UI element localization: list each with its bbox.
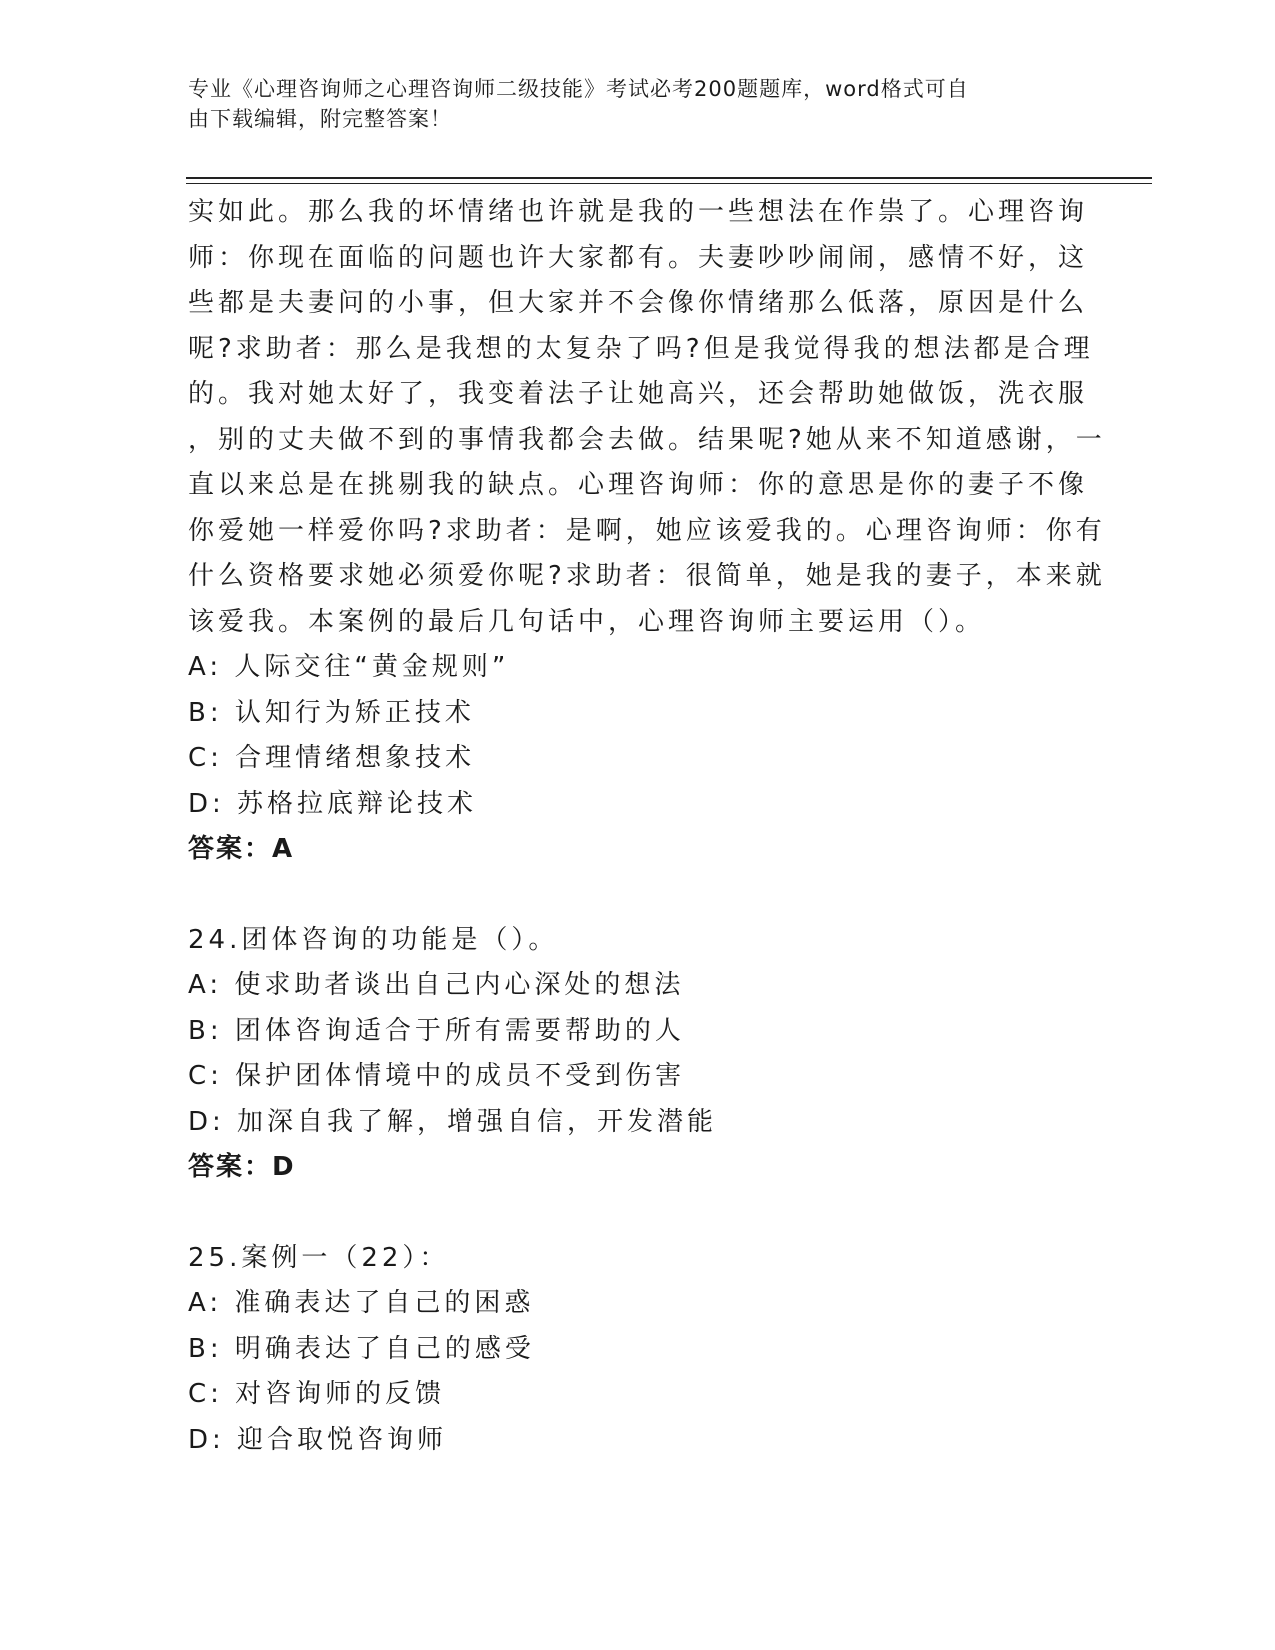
q25-option-a: A: 准确表达了自己的困惑 (188, 1288, 535, 1318)
q23-option-d: D: 苏格拉底辩论技术 (188, 788, 478, 819)
q23-option-a: A: 人际交往“黄金规则” (188, 652, 510, 682)
q23-line: 直以来总是在挑剔我的缺点。心理咨询师：你的意思是你的妻子不像 (188, 470, 1089, 500)
q25-option-b: B: 明确表达了自己的感受 (188, 1333, 535, 1364)
q24-option-a: A: 使求助者谈出自己内心深处的想法 (188, 970, 685, 1000)
q23-line: 呢?求助者：那么是我想的太复杂了吗?但是我觉得我的想法都是合理 (188, 333, 1094, 364)
q25-title: 25.案例一（22）： (188, 1242, 450, 1273)
q24-answer: 答案：D (188, 1152, 296, 1182)
header-line-1: 专业《心理咨询师之心理咨询师二级技能》考试必考200题题库，word格式可自 (188, 77, 969, 101)
q23-line: 该爱我。本案例的最后几句话中，心理咨询师主要运用（）。 (188, 606, 986, 637)
q23-line: 师：你现在面临的问题也许大家都有。夫妻吵吵闹闹，感情不好，这 (188, 242, 1089, 273)
q23-line: 的。我对她太好了，我变着法子让她高兴，还会帮助她做饭，洗衣服 (188, 379, 1089, 409)
q23-line: 实如此。那么我的坏情绪也许就是我的一些想法在作祟了。心理咨询 (188, 197, 1089, 227)
question-25-block (188, 1236, 1088, 1464)
q24-option-d: D: 加深自我了解，增强自信，开发潜能 (188, 1106, 718, 1137)
q25-option-c: C: 对咨询师的反馈 (188, 1379, 446, 1409)
q24-option-c: C: 保护团体情境中的成员不受到伤害 (188, 1061, 686, 1091)
q23-line: 你爱她一样爱你吗?求助者：是啊，她应该爱我的。心理咨询师：你有 (188, 515, 1106, 546)
document-header (188, 74, 1068, 134)
q24-option-b: B: 团体咨询适合于所有需要帮助的人 (188, 1015, 685, 1046)
q25-option-d: D: 迎合取悦咨询师 (188, 1424, 448, 1455)
question-24-block (188, 918, 1088, 1191)
question-23-block (188, 190, 1106, 873)
q23-line: 些都是夫妻问的小事，但大家并不会像你情绪那么低落，原因是什么 (188, 288, 1089, 318)
header-divider-thin (186, 183, 1152, 184)
q23-line: 什么资格要求她必须爱你呢?求助者：很简单，她是我的妻子，本来就 (188, 561, 1106, 591)
header-divider-thick (186, 177, 1152, 179)
q24-title: 24.团体咨询的功能是（）。 (188, 924, 559, 955)
q23-line: ，别的丈夫做不到的事情我都会去做。结果呢?她从来不知道感谢，一 (188, 424, 1106, 455)
header-line-2: 由下载编辑，附完整答案！ (188, 107, 452, 131)
q23-option-c: C: 合理情绪想象技术 (188, 743, 476, 773)
document-body (188, 190, 1106, 1463)
q23-option-b: B: 认知行为矫正技术 (188, 697, 475, 728)
q23-answer: 答案：A (188, 834, 295, 864)
